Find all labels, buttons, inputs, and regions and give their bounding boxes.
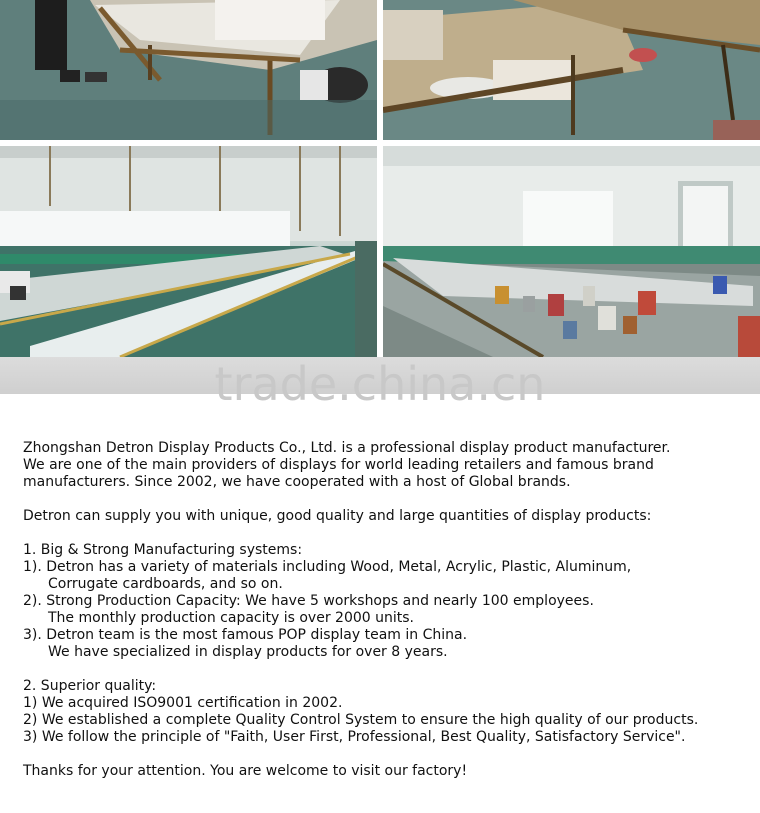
list-item: 3) We follow the principle of "Faith, User First, Professional, Best Quality, Satisfactory Service". [23,729,686,745]
supply-paragraph [23,508,757,525]
item-number: 2). [23,593,42,609]
item-continuation: We have specialized in display products for over 8 years. [48,644,448,660]
list-item [23,627,757,644]
item-continuation: The monthly production capacity is over 2000 units. [48,610,414,626]
factory-photo-materials-tables [383,0,760,140]
list-item: 1) We acquired ISO9001 certification in 2002. [23,695,343,711]
factory-photo-paint-tables [383,146,760,357]
item-number: 3). [23,627,42,643]
item-number: 1). [23,559,42,575]
company-description [23,440,757,797]
section-heading: 1. Big & Strong Manufacturing systems: [23,542,303,558]
section-quality [23,678,757,746]
list-item: 2) We established a complete Quality Control System to ensure the high quality of our products. [23,712,699,728]
factory-photo-workshop-tables [0,0,377,140]
intro-line: Zhongshan Detron Display Products Co., Ltd. is a professional display product manufacturer. [23,440,671,456]
item-text: Detron has a variety of materials including Wood, Metal, Acrylic, Plastic, Aluminum, [46,559,632,575]
section-heading: 2. Superior quality: [23,678,157,694]
intro-line: We are one of the main providers of displays for world leading retailers and famous brand [23,457,654,473]
intro-paragraph [23,440,757,491]
section-manufacturing [23,542,757,661]
list-item [23,559,757,576]
closing-line: Thanks for your attention. You are welcome to visit our factory! [23,763,468,779]
supply-line: Detron can supply you with unique, good quality and large quantities of display products: [23,508,652,524]
item-text: Strong Production Capacity: We have 5 workshops and nearly 100 employees. [46,593,594,609]
intro-line: manufacturers. Since 2002, we have cooperated with a host of Global brands. [23,474,571,490]
watermark-text: trade.china.cn [214,357,546,411]
factory-photo-long-tables [0,146,377,357]
item-continuation: Corrugate cardboards, and so on. [48,576,283,592]
item-text: Detron team is the most famous POP display team in China. [46,627,468,643]
list-item [23,593,757,610]
closing-paragraph [23,763,757,780]
